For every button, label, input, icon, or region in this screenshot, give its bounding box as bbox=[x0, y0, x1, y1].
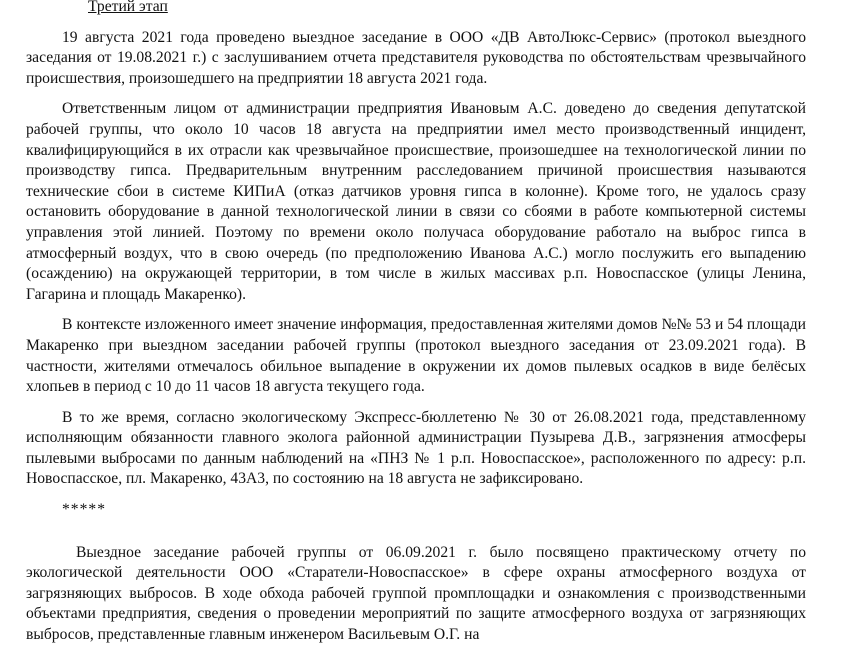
section-heading: Третий этап bbox=[88, 0, 168, 15]
paragraph-5: Выездное заседание рабочей группы от 06.09.2021 г. было посвящено практическому отчету по экологической деятельности ООО «Старатели-Новоспасское» в сфере охраны атмосферного воздуха от загрязняющих выбросов. В ходе обхода рабочей группой промплощадки и ознакомления с производственными объектами предприятия, сведения о проведении мероприятий по защите атмосферного воздуха от загрязняющих выбросов, представленные главным инженером Васильевым О.Г. на bbox=[26, 543, 806, 644]
paragraph-4: В то же время, согласно экологическому Экспресс-бюллетеню № 30 от 26.08.2021 года, представленному исполняющим обязанности главного эколога районной администрации Пузырева Д.В., загрязнения атмосферы пылевыми выбросами по данным наблюдений на «ПНЗ № 1 р.п. Новоспасское», расположенного по адресу: р.п. Новоспасское, пл. Макаренко, 43А3, по состоянию на 18 августа не зафиксировано. bbox=[26, 408, 806, 488]
paragraph-1: 19 августа 2021 года проведено выездное заседание в ООО «ДВ АвтоЛюкс-Сервис» (протокол выездного заседания от 19.08.2021 г.) с заслушиванием отчета представителя руководства по обстоятельствам чрезвычайного происшествия, произошедшего на предприятии 18 августа 2021 года. bbox=[26, 28, 806, 87]
section-separator: ***** bbox=[62, 501, 106, 519]
paragraph-3: В контексте изложенного имеет значение информация, предоставленная жителями домов №№ 53 и 54 площади Макаренко при выездном заседании рабочей группы (протокол выездного заседания от 23.09.2021 года). В частности, жителями отмечалось обильное выпадение в окружении их домов пылевых осадков в виде белёсых хлопьев в период с 10 до 11 часов 18 августа текущего года. bbox=[26, 316, 806, 396]
document-body bbox=[26, 0, 806, 656]
paragraph-2: Ответственным лицом от администрации предприятия Ивановым А.С. доведено до сведения депутатской рабочей группы, что около 10 часов 18 августа на предприятии имел место производственный инцидент, квалифицирующийся в их отрасли как чрезвычайное происшествие, произошедшее на технологической линии по производству гипса. Предварительным внутренним расследованием причиной происшествия называются технические сбои в системе КИПиА (отказ датчиков уровня гипса в колонне). Кроме того, не удалось сразу остановить оборудование в данной технологической линии в связи со сбоями в работе компьютерной системы управления этой линией. Поэтому по времени около получаса оборудование работало на выброс гипса в атмосферный воздух, что в свою очередь (по предположению Иванова А.С.) могло послужить его выпадению (осаждению) на окружающей территории, в том числе в жилых массивах р.п. Новоспасское (улицы Ленина, Гагарина и площадь Макаренко). bbox=[26, 100, 806, 303]
